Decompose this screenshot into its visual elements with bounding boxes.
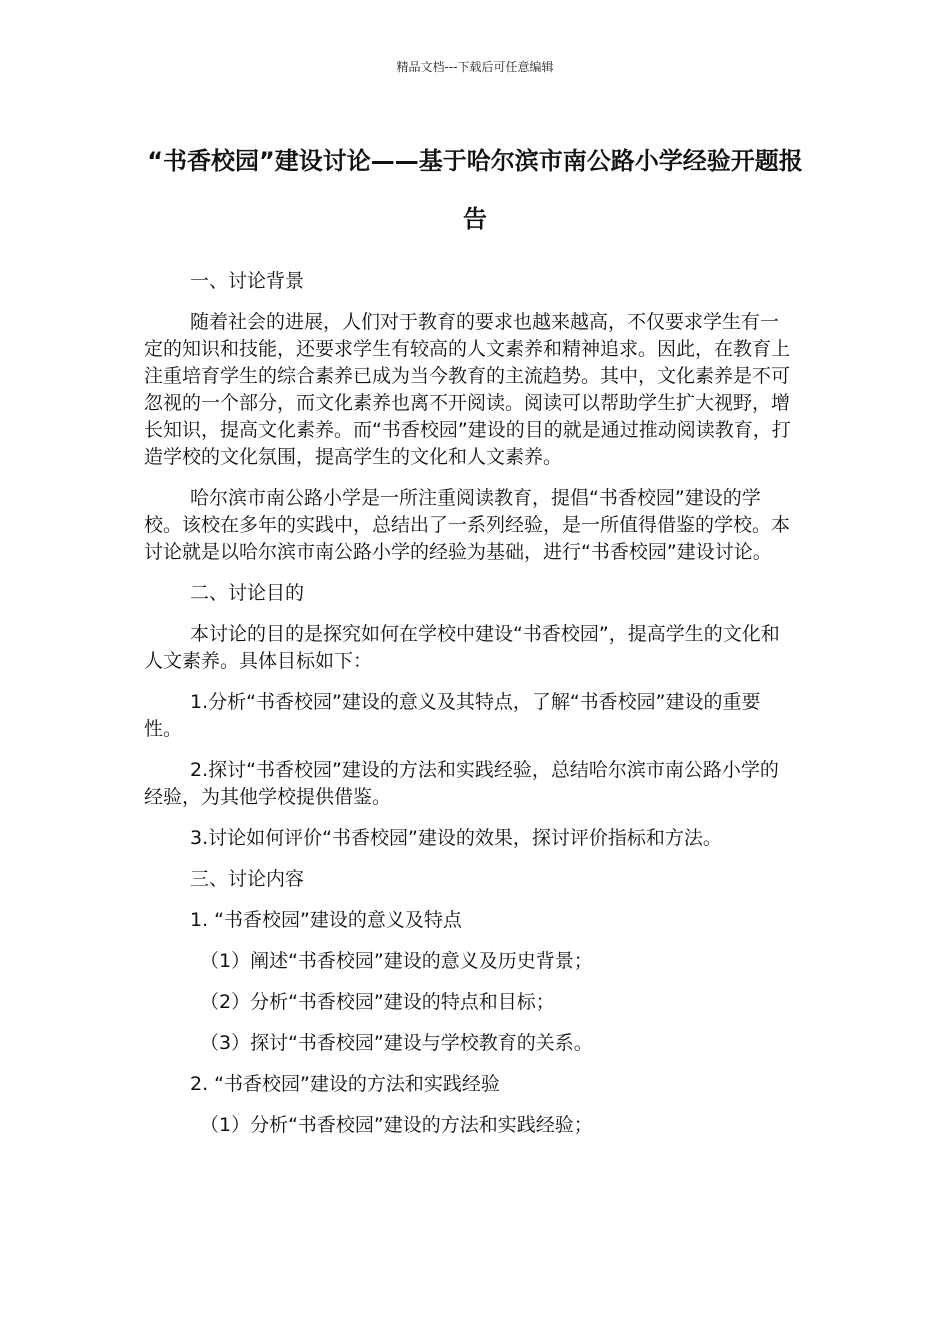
goal-item: 1.分析“书香校园”建设的意义及其特点，了解“书香校园”建设的重要性。 <box>144 691 761 740</box>
header-note: 精品文档---下载后可任意编辑 <box>396 60 554 74</box>
section-heading-background: 一、讨论背景 <box>190 270 305 292</box>
content-item: （3）探讨“书香校园”建设与学校教育的关系。 <box>200 1032 593 1054</box>
document-body <box>144 268 794 1153</box>
paragraph: 哈尔滨市南公路小学是一所注重阅读教育，提倡“书香校园”建设的学校。该校在多年的实践中，总结出了一系列经验，是一所值得借鉴的学校。本讨论就是以哈尔滨市南公路小学的经验为基础，进行“书香校园”建设讨论。 <box>144 487 791 563</box>
section-heading-content: 三、讨论内容 <box>190 868 305 890</box>
goal-item: 2.探讨“书香校园”建设的方法和实践经验，总结哈尔滨市南公路小学的经验，为其他学校提供借鉴。 <box>144 759 779 808</box>
content-subheading: 1. “书香校园”建设的意义及特点 <box>190 909 462 931</box>
goal-item: 3.讨论如何评价“书香校园”建设的效果，探讨评价指标和方法。 <box>190 827 722 849</box>
document-title: “书香校园”建设讨论——基于哈尔滨市南公路小学经验开题报告 <box>147 147 803 233</box>
content-subheading: 2. “书香校园”建设的方法和实践经验 <box>190 1073 500 1095</box>
section-heading-purpose: 二、讨论目的 <box>190 582 305 604</box>
paragraph: 本讨论的目的是探究如何在学校中建设“书香校园”，提高学生的文化和人文素养。具体目标如下： <box>144 623 780 672</box>
content-item: （1）分析“书香校园”建设的方法和实践经验； <box>200 1114 593 1136</box>
content-item: （1）阐述“书香校园”建设的意义及历史背景； <box>200 950 593 972</box>
paragraph: 随着社会的进展，人们对于教育的要求也越来越高，不仅要求学生有一定的知识和技能，还要求学生有较高的人文素养和精神追求。因此，在教育上注重培育学生的综合素养已成为当今教育的主流趋势。其中，文化素养是不可忽视的一个部分，而文化素养也离不开阅读。阅读可以帮助学生扩大视野，增长知识，提高文化素养。而“书香校园”建设的目的就是通过推动阅读教育，打造学校的文化氛围，提高学生的文化和人文素养。 <box>144 311 791 468</box>
content-item: （2）分析“书香校园”建设的特点和目标； <box>200 991 555 1013</box>
